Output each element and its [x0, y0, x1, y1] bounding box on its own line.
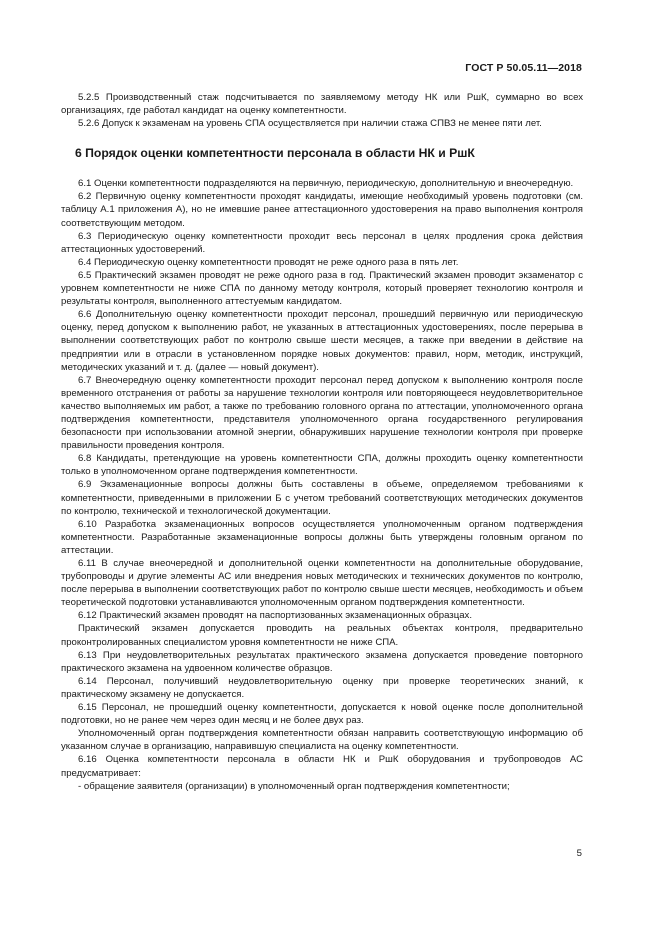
- paragraph-6-9: 6.9 Экзаменационные вопросы должны быть составлены в объеме, определяемом требованиями к компетентности, приведенными в приложении Б с учетом требований соответствующих методических документов по контролю, технической и технологической документации.: [61, 479, 583, 517]
- document-body: [61, 91, 583, 793]
- paragraph-6-8: 6.8 Кандидаты, претендующие на уровень компетентности СПА, должны проходить оценку компетентности только в уполномоченном органе подтверждения компетентности.: [61, 453, 583, 478]
- list-item: - обращение заявителя (организации) в уполномоченный орган подтверждения компетентности;: [78, 780, 510, 792]
- paragraph-6-15-cont: Уполномоченный орган подтверждения компетентности обязан направить соответствующую информацию об указанном случае в организацию, направившую специалиста на оценку компетентности.: [61, 728, 583, 753]
- paragraph-6-4: 6.4 Периодическую оценку компетентности проводят не реже одного раза в пять лет.: [78, 256, 459, 268]
- paragraph-6-2: 6.2 Первичную оценку компетентности проходят кандидаты, имеющие необходимый уровень подготовки (см. таблицу А.1 приложения А), но не имевшие ранее аттестационного удостоверения на право выполнения контроля соответствующим методом.: [61, 191, 583, 229]
- paragraph-6-6: 6.6 Дополнительную оценку компетентности проходит персонал, прошедший первичную или периодическую оценку, перед допуском к выполнению работ, не указанных в аттестационных удостоверениях, после перерыва в выполнении соответствующих работ по контролю свыше шести месяцев, а также при введении в действие на предприятии или в отрасли в установленном порядке новых документов: правил, норм, методик, инструкций, методических указаний и т. д. (далее — новый документ).: [61, 309, 583, 373]
- paragraph-6-12: 6.12 Практический экзамен проводят на паспортизованных экзаменационных образцах.: [78, 610, 473, 622]
- paragraph-5-2-6: 5.2.6 Допуск к экзаменам на уровень СПА осуществляется при наличии стажа СПВЗ не менее пяти лет.: [78, 118, 542, 130]
- standard-code-header: ГОСТ Р 50.05.11—2018: [465, 62, 582, 74]
- section-6-title: 6 Порядок оценки компетентности персонала в области НК и РшК: [75, 146, 475, 161]
- paragraph-6-1: 6.1 Оценки компетентности подразделяются на первичную, периодическую, дополнительную и внеочередную.: [78, 178, 574, 190]
- paragraph-6-16: 6.16 Оценка компетентности персонала в области НК и РшК оборудования и трубопроводов АС предусматривает:: [61, 754, 583, 779]
- paragraph-6-7: 6.7 Внеочередную оценку компетентности проходит персонал перед допуском к выполнению контроля после временного отстранения от работы за нарушение технологии контроля или повторяющееся неудовлетворительное качество выполняемых им работ, а также по требованию головного органа по аттестации, уполномоченного органа подтверждения компетентности, представителя уполномоченного органа государственного регулирования безопасности при использовании атомной энергии, обнаруживших нарушение технологии контроля при проверке правильности проведения контроля.: [61, 374, 583, 452]
- paragraph-6-15: 6.15 Персонал, не прошедший оценку компетентности, допускается к новой оценке после дополнительной подготовки, но не ранее чем через один месяц и не более двух раз.: [61, 702, 583, 727]
- page-number: 5: [576, 848, 582, 859]
- paragraph-6-12-cont: Практический экзамен допускается проводить на реальных объектах контроля, предварительно проконтролированных специалистом уровня компетентности не ниже СПА.: [61, 623, 583, 648]
- paragraph-6-13: 6.13 При неудовлетворительных результатах практического экзамена допускается проведение повторного практического экзамена на удвоенном количестве образцов.: [61, 649, 583, 674]
- paragraph-6-14: 6.14 Персонал, получивший неудовлетворительную оценку при проверке теоретических знаний, к практическому экзамену не допускается.: [61, 675, 583, 700]
- paragraph-5-2-5: 5.2.5 Производственный стаж подсчитывается по заявляемому методу НК или РшК, суммарно во всех организациях, где работал кандидат на оценку компетентности.: [61, 92, 583, 117]
- paragraph-6-10: 6.10 Разработка экзаменационных вопросов осуществляется уполномоченным органом подтверждения компетентности. Разработанные экзаменационные вопросы должны быть утверждены головным органом по аттестации.: [61, 518, 583, 556]
- paragraph-6-5: 6.5 Практический экзамен проводят не реже одного раза в год. Практический экзамен проводит экзаменатор с уровнем компетентности не ниже СПА по данному методу контроля, который проверяет технологию контроля и результаты контроля, выполненного аттестуемым кандидатом.: [61, 269, 583, 308]
- paragraph-6-11: 6.11 В случае внеочередной и дополнительной оценки компетентности на дополнительные оборудование, трубопроводы и другие элементы АС или внедрения новых методических и технических документов по контролю, после перерыва в выполнении соответствующих работ по контролю свыше шести месяцев, необходимость и объем теоретической подготовки устанавливаются уполномоченным органом подтверждения компетентности.: [61, 558, 583, 609]
- paragraph-6-3: 6.3 Периодическую оценку компетентности проходит весь персонал в целях продления срока действия аттестационных удостоверений.: [61, 230, 583, 255]
